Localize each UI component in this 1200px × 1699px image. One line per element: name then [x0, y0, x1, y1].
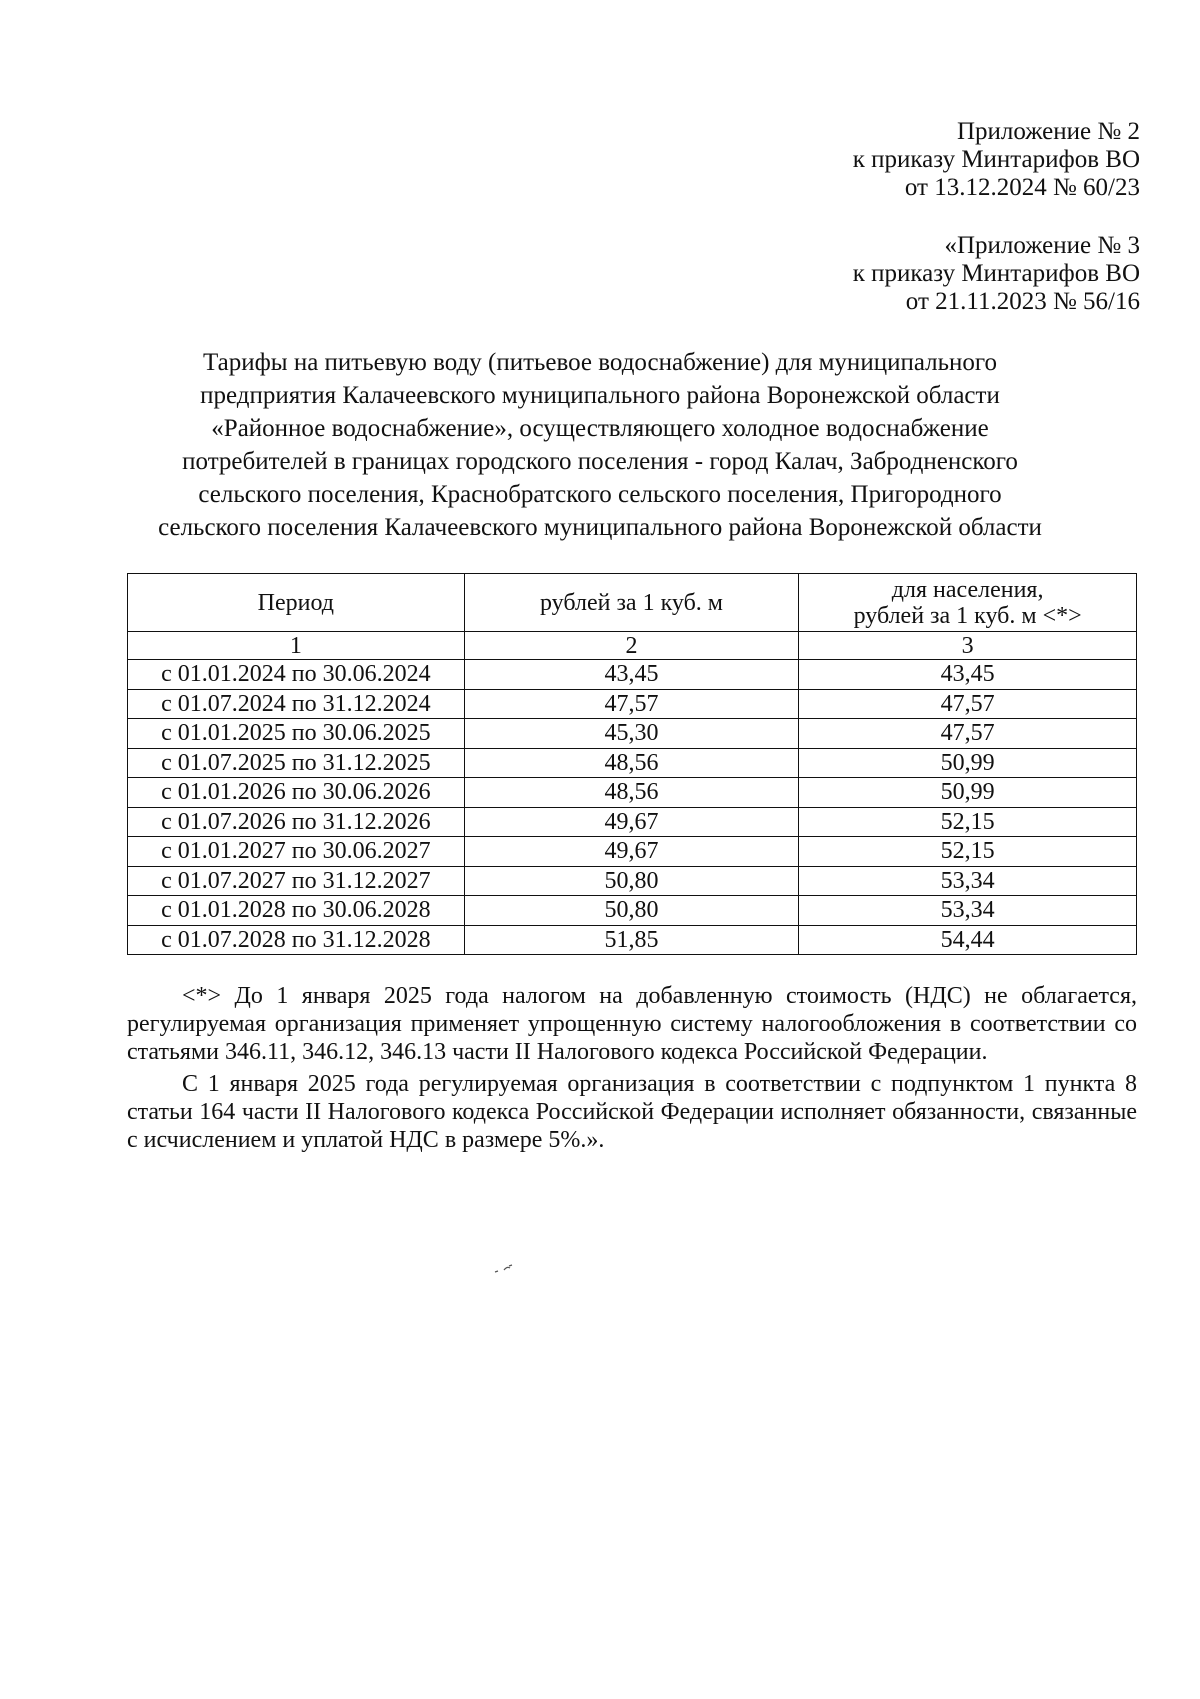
column-number: 1	[128, 632, 465, 660]
population-price-cell: 43,45	[799, 660, 1137, 690]
price-cell: 49,67	[464, 807, 799, 837]
appendix-line: «Приложение № 3	[944, 232, 1140, 259]
table-row	[128, 807, 1137, 837]
table-header-row	[128, 574, 1137, 632]
appendix-reference-current	[540, 118, 1140, 202]
table-row	[128, 748, 1137, 778]
title-line: потребителей в границах городского поселения - город Калач, Забродненского	[182, 448, 1018, 475]
period-cell: с 01.07.2027 по 31.12.2027	[128, 866, 465, 896]
period-cell: с 01.01.2026 по 30.06.2026	[128, 778, 465, 808]
price-cell: 47,57	[464, 689, 799, 719]
price-cell: 48,56	[464, 778, 799, 808]
table-row	[128, 925, 1137, 955]
population-price-cell: 47,57	[799, 689, 1137, 719]
population-price-cell: 47,57	[799, 719, 1137, 749]
table-row	[128, 866, 1137, 896]
footnote-vat-exemption	[127, 982, 1137, 1066]
column-number: 3	[799, 632, 1137, 660]
table-row	[128, 719, 1137, 749]
header-population-price	[799, 574, 1137, 632]
title-line: предприятия Калачеевского муниципального района Воронежской области	[200, 382, 1000, 409]
table-row	[128, 837, 1137, 867]
price-cell: 48,56	[464, 748, 799, 778]
price-cell: 50,80	[464, 896, 799, 926]
population-price-cell: 53,34	[799, 866, 1137, 896]
period-cell: с 01.07.2028 по 31.12.2028	[128, 925, 465, 955]
period-cell: с 01.07.2026 по 31.12.2026	[128, 807, 465, 837]
header-population-line: рублей за 1 куб. м <*>	[853, 602, 1082, 629]
appendix-reference-previous	[540, 232, 1140, 316]
population-price-cell: 50,99	[799, 748, 1137, 778]
population-price-cell: 50,99	[799, 778, 1137, 808]
population-price-cell: 52,15	[799, 807, 1137, 837]
scan-artifact-mark	[494, 1263, 516, 1279]
period-cell: с 01.07.2025 по 31.12.2025	[128, 748, 465, 778]
table-row	[128, 689, 1137, 719]
footnote-text: <*> До 1 января 2025 года налогом на добавленную стоимость (НДС) не облагается, регулируемая организация применяет упрощенную систему налогообложения в соответствии со статьями 346.11, 346.12, 346.13 части II Налогового кодекса Российской Федерации.	[127, 983, 1137, 1065]
period-cell: с 01.01.2028 по 30.06.2028	[128, 896, 465, 926]
period-cell: с 01.01.2025 по 30.06.2025	[128, 719, 465, 749]
title-line: «Районное водоснабжение», осуществляющего холодное водоснабжение	[211, 415, 989, 442]
price-cell: 50,80	[464, 866, 799, 896]
tariff-table	[127, 573, 1137, 955]
appendix-line: к приказу Минтарифов ВО	[852, 260, 1140, 287]
table-row	[128, 778, 1137, 808]
period-cell: с 01.07.2024 по 31.12.2024	[128, 689, 465, 719]
header-price: рублей за 1 куб. м	[464, 574, 799, 632]
footnote-text: С 1 января 2025 года регулируемая организация в соответствии с подпунктом 1 пункта 8 статьи 164 части II Налогового кодекса Российской Федерации исполняет обязанности, связанные с исчислением и уплатой НДС в размере 5%.».	[127, 1071, 1137, 1153]
column-number: 2	[464, 632, 799, 660]
appendix-line: от 13.12.2024 № 60/23	[904, 174, 1140, 201]
title-line: Тарифы на питьевую воду (питьевое водоснабжение) для муниципального	[202, 349, 998, 376]
price-cell: 45,30	[464, 719, 799, 749]
appendix-line: от 21.11.2023 № 56/16	[905, 288, 1140, 315]
period-cell: с 01.01.2024 по 30.06.2024	[128, 660, 465, 690]
document-title	[100, 346, 1100, 544]
population-price-cell: 52,15	[799, 837, 1137, 867]
column-number-row	[128, 632, 1137, 660]
price-cell: 51,85	[464, 925, 799, 955]
header-period: Период	[128, 574, 465, 632]
title-line: сельского поселения, Краснобратского сельского поселения, Пригородного	[198, 481, 1002, 508]
title-line: сельского поселения Калачеевского муниципального района Воронежской области	[158, 514, 1042, 541]
appendix-line: Приложение № 2	[956, 118, 1140, 145]
table-row	[128, 660, 1137, 690]
table-row	[128, 896, 1137, 926]
price-cell: 43,45	[464, 660, 799, 690]
appendix-line: к приказу Минтарифов ВО	[852, 146, 1140, 173]
footnote-vat-obligation	[127, 1070, 1137, 1154]
population-price-cell: 54,44	[799, 925, 1137, 955]
period-cell: с 01.01.2027 по 30.06.2027	[128, 837, 465, 867]
population-price-cell: 53,34	[799, 896, 1137, 926]
price-cell: 49,67	[464, 837, 799, 867]
header-population-line: для населения,	[891, 576, 1044, 603]
